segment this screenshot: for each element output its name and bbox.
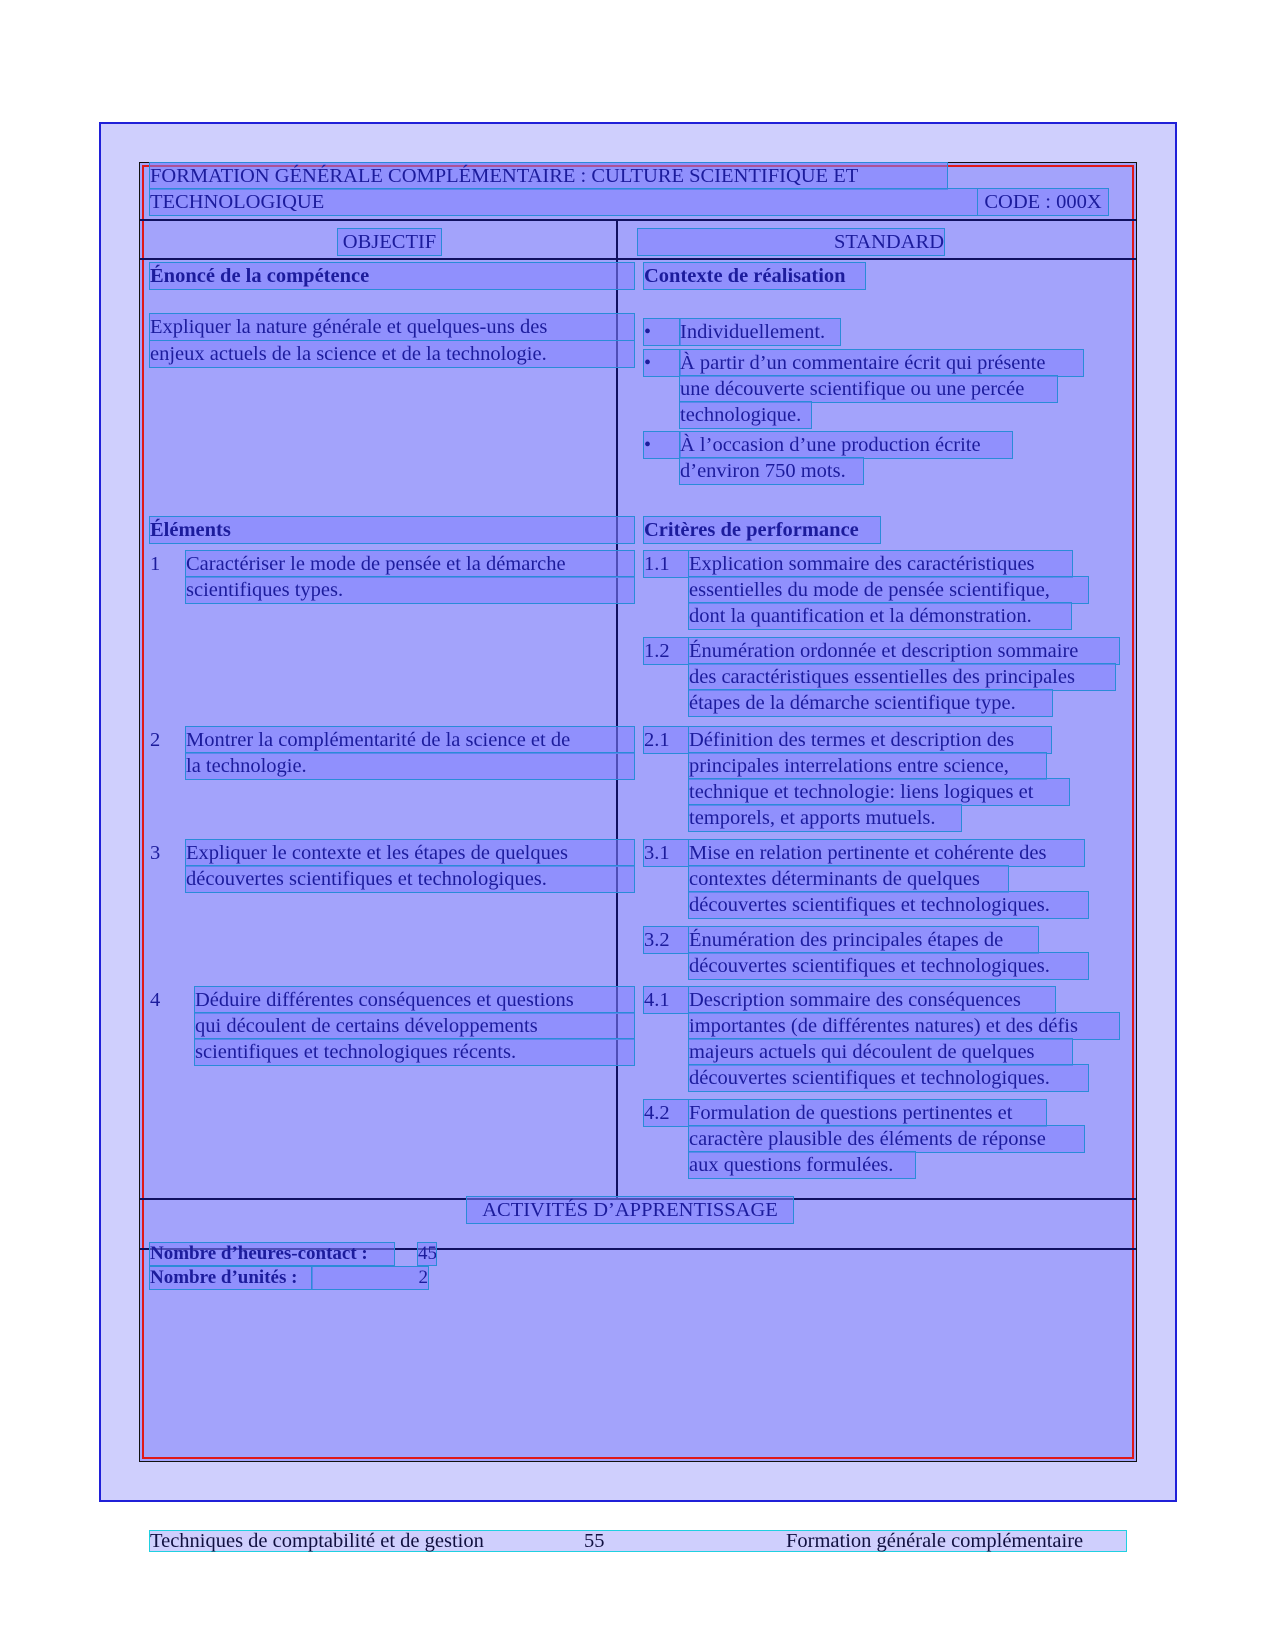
hours-value: 45 [418,1243,437,1264]
criterion-line: majeurs actuels qui découlent de quelques [689,1039,1072,1065]
criterion-line: Formulation de questions pertinentes et [689,1100,1046,1126]
header-divider [140,219,1136,221]
activities-heading: ACTIVITÉS D’APPRENTISSAGE [467,1197,793,1223]
units-label: Nombre d’unités : [150,1267,312,1289]
element-line: Caractériser le mode de pensée et la démarche [186,551,634,577]
criterion-line: découvertes scientifiques et technologiques. [689,953,1088,979]
list-bullet: • [644,432,680,458]
criterion-number: 3.1 [644,840,688,866]
criterion-line: importantes (de différentes natures) et des défis [689,1013,1119,1039]
form-title-line2: TECHNOLOGIQUE [150,189,977,215]
competence-heading: Énoncé de la compétence [150,263,634,289]
context-item-line: Individuellement. [680,319,840,345]
elements-heading: Éléments [150,517,634,543]
element-line: qui découlent de certains développements [195,1013,634,1039]
column-header-divider [140,258,1136,260]
list-bullet: • [644,319,680,345]
criterion-line: découvertes scientifiques et technologiques. [689,892,1088,918]
criterion-line: Mise en relation pertinente et cohérente des [689,840,1084,866]
list-bullet: • [644,350,680,376]
criterion-number: 1.1 [644,551,688,577]
footer-page-number: 55 [584,1530,605,1552]
element-number: 2 [150,729,161,751]
element-line: Montrer la complémentarité de la science et de [186,727,634,753]
criterion-line: principales interrelations entre science, [689,753,1046,779]
element-line: scientifiques types. [186,577,634,603]
context-item-line: d’environ 750 mots. [680,458,863,484]
element-line: scientifiques et technologiques récents. [195,1039,634,1065]
criterion-line: technique et technologie: liens logiques et [689,779,1069,805]
criterion-line: étapes de la démarche scientifique type. [689,690,1052,716]
criterion-line: découvertes scientifiques et technologiques. [689,1065,1088,1091]
element-line: Expliquer le contexte et les étapes de quelques [186,840,634,866]
criterion-number: 3.2 [644,927,688,953]
criterion-line: Énumération ordonnée et description sommaire [689,638,1119,664]
element-number: 1 [150,553,161,575]
criterion-line: Description sommaire des conséquences [689,987,1055,1013]
criterion-line: temporels, et apports mutuels. [689,805,961,831]
element-line: la technologie. [186,753,634,779]
context-heading: Contexte de réalisation [644,263,865,289]
element-number: 3 [150,842,161,864]
element-number: 4 [150,989,161,1011]
criterion-line: Définition des termes et description des [689,727,1051,753]
element-line: Déduire différentes conséquences et questions [195,987,634,1013]
criterion-number: 1.2 [644,638,688,664]
criterion-line: aux questions formulées. [689,1152,915,1178]
context-item-line: technologique. [680,402,811,428]
criterion-number: 2.1 [644,727,688,753]
objectif-header: OBJECTIF [338,229,441,255]
criterion-line: des caractéristiques essentielles des principales [689,664,1115,690]
context-item-line: À partir d’un commentaire écrit qui présente [680,350,1083,376]
footer-section: Formation générale complémentaire [786,1530,1084,1552]
standard-header: STANDARD [638,229,944,255]
units-value: 2 [312,1267,428,1289]
criterion-line: Énumération des principales étapes de [689,927,1038,953]
competence-line: enjeux actuels de la science et de la technologie. [150,341,634,367]
form-title-line1: FORMATION GÉNÉRALE COMPLÉMENTAIRE : CULTURE SCIENTIFIQUE ET [150,163,947,189]
criteria-heading: Critères de performance [644,517,880,543]
context-item-line: une découverte scientifique ou une percée [680,376,1057,402]
criterion-number: 4.2 [644,1100,688,1126]
element-line: découvertes scientifiques et technologiques. [186,866,634,892]
hours-label: Nombre d’heures-contact : [150,1243,394,1265]
criterion-line: dont la quantification et la démonstration. [689,603,1071,629]
criterion-line: caractère plausible des éléments de réponse [689,1126,1084,1152]
criterion-line: contextes déterminants de quelques [689,866,1008,892]
criterion-line: essentielles du mode de pensée scientifique, [689,577,1088,603]
criterion-number: 4.1 [644,987,688,1013]
footer-program: Techniques de comptabilité et de gestion [150,1530,484,1552]
context-item-line: À l’occasion d’une production écrite [680,432,1012,458]
competence-line: Expliquer la nature générale et quelques-uns des [150,314,634,340]
course-code: CODE : 000X [978,189,1108,215]
criterion-line: Explication sommaire des caractéristiques [689,551,1072,577]
